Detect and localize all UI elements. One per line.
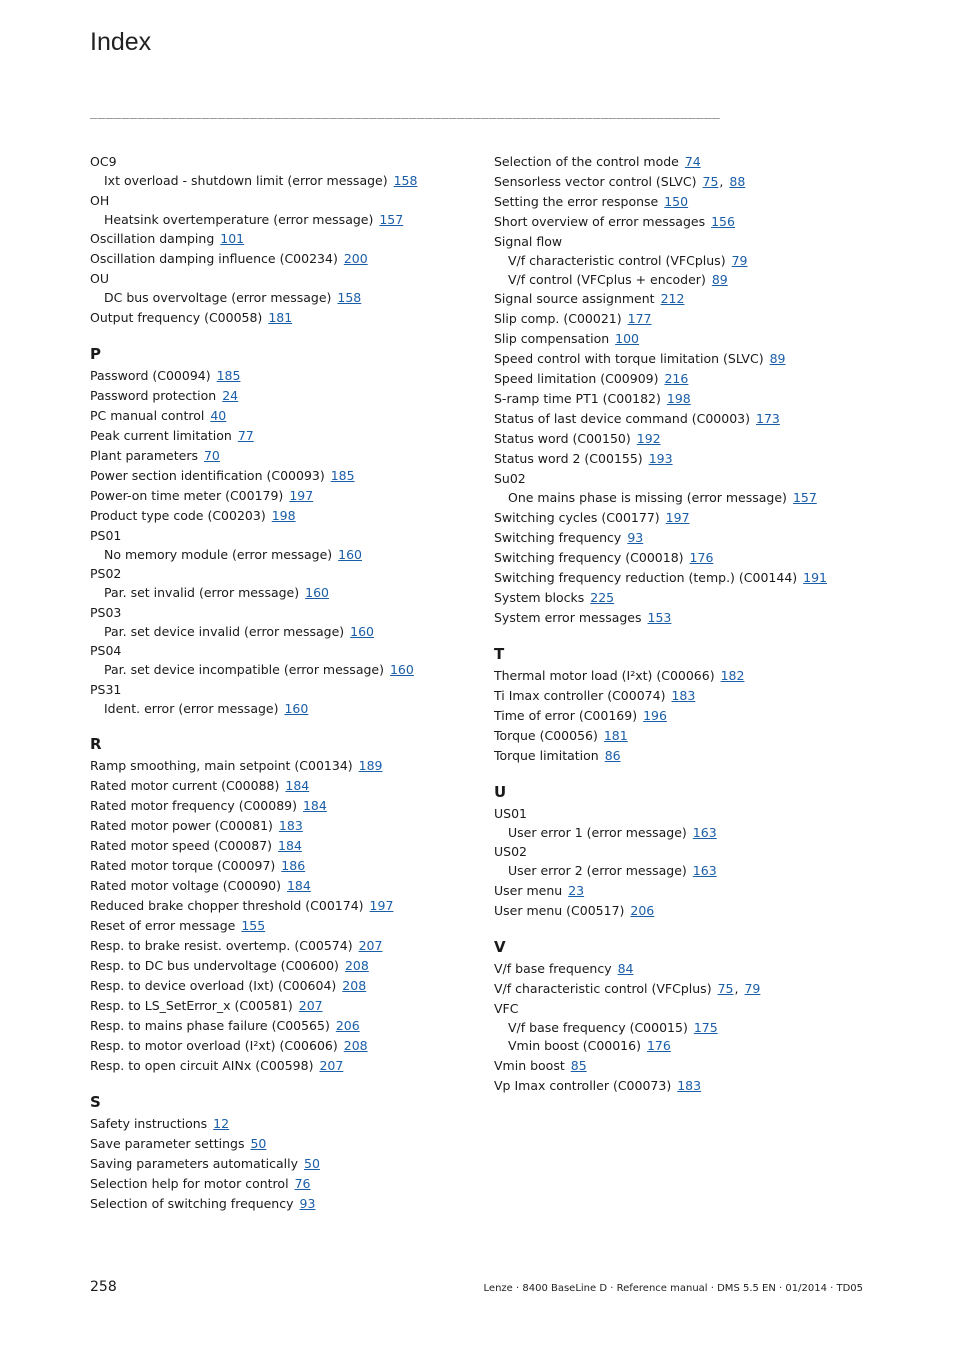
index-entry xyxy=(90,1056,470,1076)
index-term: Signal flow xyxy=(494,234,563,249)
page-link[interactable]: 185 xyxy=(330,467,355,483)
index-term: Switching frequency reduction (temp.) (C00144) xyxy=(494,569,798,585)
index-entry xyxy=(90,836,470,856)
index-entry xyxy=(90,229,470,249)
index-entry xyxy=(90,876,470,896)
index-entry xyxy=(494,568,874,588)
page-link[interactable]: 23 xyxy=(568,882,585,898)
index-term: V/f base frequency (C00015) xyxy=(508,1019,688,1035)
index-entry xyxy=(90,641,470,661)
index-term: Peak current limitation xyxy=(90,427,232,443)
index-entry xyxy=(494,881,874,901)
index-term: PS02 xyxy=(90,566,122,581)
index-term: PC manual control xyxy=(90,407,205,423)
page-link[interactable]: 193 xyxy=(648,451,673,466)
page-link[interactable]: 155 xyxy=(241,918,266,933)
index-term: Rated motor power (C00081) xyxy=(90,818,273,833)
index-entry xyxy=(90,152,470,172)
page-link[interactable]: 196 xyxy=(643,707,667,723)
index-entry xyxy=(494,686,874,706)
page-link[interactable]: 89 xyxy=(711,271,728,287)
index-entry xyxy=(494,172,874,192)
index-subentry xyxy=(494,1037,874,1056)
page-link[interactable]: 176 xyxy=(689,549,714,565)
index-entry xyxy=(90,680,470,700)
index-term: Switching cycles (C00177) xyxy=(494,509,660,525)
page-link[interactable]: 157 xyxy=(792,490,817,505)
index-term: OU xyxy=(90,271,109,286)
page-link[interactable]: 175 xyxy=(693,1019,718,1035)
index-entry xyxy=(494,608,874,628)
index-column-left xyxy=(90,152,470,1214)
page-link[interactable]: 153 xyxy=(647,609,672,625)
index-entry xyxy=(90,1114,470,1134)
page-link[interactable]: 156 xyxy=(711,214,735,229)
page-link[interactable]: 75 xyxy=(702,174,719,189)
page-link[interactable]: 181 xyxy=(268,309,293,325)
page-link[interactable]: 186 xyxy=(281,858,306,873)
section-letter: P xyxy=(90,344,101,363)
index-term: System blocks xyxy=(494,589,585,605)
index-entry xyxy=(90,191,470,211)
page-link[interactable]: 197 xyxy=(289,487,314,503)
page-link[interactable]: 89 xyxy=(769,351,786,366)
index-term: V/f characteristic control (VFCplus) xyxy=(508,253,726,268)
index-entry xyxy=(494,548,874,568)
index-term: Torque (C00056) xyxy=(494,727,598,743)
page-link[interactable]: 93 xyxy=(299,1196,316,1211)
index-entry xyxy=(90,426,470,446)
page-link[interactable]: 216 xyxy=(664,371,689,386)
index-entry xyxy=(494,369,874,389)
page-link[interactable]: 158 xyxy=(337,290,362,305)
index-term: PS04 xyxy=(90,643,122,658)
index-entry xyxy=(90,269,470,289)
index-subentry xyxy=(494,489,874,508)
index-entry xyxy=(494,1056,874,1076)
page-link[interactable]: 157 xyxy=(379,211,404,227)
page-link[interactable]: 206 xyxy=(630,902,655,918)
index-entry xyxy=(90,756,470,776)
index-term: Torque limitation xyxy=(494,747,599,763)
page-link[interactable]: 84 xyxy=(617,960,634,976)
page-link[interactable]: 198 xyxy=(666,391,691,406)
index-term: Rated motor frequency (C00089) xyxy=(90,798,297,813)
index-subentry xyxy=(90,700,470,719)
index-entry xyxy=(494,528,874,548)
index-subentry xyxy=(90,289,470,308)
page-link[interactable]: 40 xyxy=(210,407,227,423)
page-link[interactable]: 185 xyxy=(216,367,241,383)
page-link[interactable]: 191 xyxy=(803,569,828,585)
page-link[interactable]: 197 xyxy=(369,898,394,913)
page-link[interactable]: 200 xyxy=(343,251,368,266)
page-link[interactable]: 76 xyxy=(294,1176,311,1191)
page-link[interactable]: 207 xyxy=(298,998,323,1013)
page-link[interactable]: 192 xyxy=(636,431,661,446)
index-term: V/f characteristic control (VFCplus) xyxy=(494,980,712,996)
index-term: US02 xyxy=(494,844,527,859)
page-link[interactable]: 183 xyxy=(677,1077,702,1093)
index-term: Resp. to brake resist. overtemp. (C00574) xyxy=(90,938,353,953)
index-entry xyxy=(90,506,470,526)
page-link[interactable]: 198 xyxy=(271,507,296,523)
index-term: Switching frequency xyxy=(494,529,622,545)
index-term: User error 1 (error message) xyxy=(508,824,687,840)
page-link[interactable]: 70 xyxy=(203,447,220,463)
index-subentry xyxy=(90,661,470,680)
page-link[interactable]: 101 xyxy=(220,231,245,246)
page-link[interactable]: 150 xyxy=(664,194,689,209)
index-term: No memory module (error message) xyxy=(104,546,333,562)
index-entry xyxy=(90,936,470,956)
index-entry xyxy=(90,466,470,486)
index-term: Power section identification (C00093) xyxy=(90,467,325,483)
index-entry xyxy=(90,486,470,506)
index-term: Rated motor speed (C00087) xyxy=(90,838,273,853)
index-term: Resp. to device overload (Ixt) (C00604) xyxy=(90,978,337,993)
page-link[interactable]: 160 xyxy=(284,700,309,716)
index-term: Su02 xyxy=(494,471,526,486)
index-term: Slip comp. (C00021) xyxy=(494,311,622,326)
index-term: Rated motor current (C00088) xyxy=(90,778,280,793)
page-link[interactable]: 206 xyxy=(335,1018,360,1033)
index-entry xyxy=(494,152,874,172)
index-term: Ident. error (error message) xyxy=(104,700,279,716)
section-letter: S xyxy=(90,1093,101,1111)
index-term: Power-on time meter (C00179) xyxy=(90,487,284,503)
page-link[interactable]: 24 xyxy=(222,387,239,403)
index-entry xyxy=(494,349,874,369)
index-term: Speed control with torque limitation (SLVC) xyxy=(494,351,764,366)
index-term: User menu xyxy=(494,882,563,898)
page-link[interactable]: 93 xyxy=(627,529,644,545)
page-link[interactable]: 212 xyxy=(660,291,685,306)
index-term: Time of error (C00169) xyxy=(494,707,638,723)
page-link[interactable]: 50 xyxy=(304,1156,320,1171)
index-term: DC bus overvoltage (error message) xyxy=(104,290,332,305)
index-term: OH xyxy=(90,192,110,208)
index-entry xyxy=(90,1036,470,1056)
page-link[interactable]: 79 xyxy=(744,980,761,996)
index-term: S-ramp time PT1 (C00182) xyxy=(494,391,661,406)
page-link[interactable]: 163 xyxy=(692,824,717,840)
page-link[interactable]: 160 xyxy=(350,623,375,639)
section-letter: T xyxy=(494,644,505,663)
page-separator: , xyxy=(734,980,739,996)
index-subentry xyxy=(494,824,874,843)
index-term: Rated motor torque (C00097) xyxy=(90,858,276,873)
index-entry xyxy=(494,959,874,979)
index-entry xyxy=(494,588,874,608)
page-number: 258 xyxy=(90,1279,117,1295)
footer-info: Lenze · 8400 BaseLine D · Reference manual · DMS 5.5 EN · 01/2014 · TD05 xyxy=(483,1283,863,1294)
index-subentry xyxy=(90,211,470,230)
page-link[interactable]: 208 xyxy=(343,1038,368,1053)
index-term: Ixt overload - shutdown limit (error message) xyxy=(104,173,388,188)
page-link[interactable]: 189 xyxy=(358,758,383,773)
index-entry xyxy=(90,366,470,386)
index-term: Speed limitation (C00909) xyxy=(494,371,659,386)
index-subentry xyxy=(494,1019,874,1038)
index-term: Vmin boost xyxy=(494,1057,565,1073)
page-link[interactable]: 79 xyxy=(731,253,748,268)
index-entry xyxy=(90,816,470,836)
page-link[interactable]: 173 xyxy=(756,411,780,426)
index-term: Vp Imax controller (C00073) xyxy=(494,1077,672,1093)
index-term: Status word (C00150) xyxy=(494,431,631,446)
index-entry xyxy=(90,1134,470,1154)
index-entry xyxy=(494,706,874,726)
index-entry xyxy=(494,192,874,212)
index-term: Setting the error response xyxy=(494,194,659,209)
index-term: V/f base frequency xyxy=(494,960,612,976)
index-term: Ti Imax controller (C00074) xyxy=(494,687,666,703)
index-entry xyxy=(494,212,874,232)
index-entry xyxy=(90,406,470,426)
page-title: Index xyxy=(90,28,152,56)
index-term: Signal source assignment xyxy=(494,291,655,306)
index-subentry xyxy=(494,271,874,290)
page-link[interactable]: 176 xyxy=(646,1038,671,1053)
page-link[interactable]: 184 xyxy=(286,878,311,893)
index-entry xyxy=(90,956,470,976)
index-term: Sensorless vector control (SLVC) xyxy=(494,174,697,189)
index-term: Oscillation damping influence (C00234) xyxy=(90,251,338,266)
section-letter: V xyxy=(494,937,506,956)
index-term: OC9 xyxy=(90,154,117,169)
page-link[interactable]: 88 xyxy=(729,174,746,189)
index-entry xyxy=(90,249,470,269)
page-separator: , xyxy=(719,174,724,189)
index-entry xyxy=(90,603,470,623)
page-link[interactable]: 100 xyxy=(615,331,640,346)
page-link[interactable]: 208 xyxy=(344,958,369,973)
index-subentry xyxy=(90,584,470,603)
index-subentry xyxy=(90,546,470,565)
index-entry xyxy=(494,746,874,766)
index-term: Switching frequency (C00018) xyxy=(494,549,684,565)
index-term: Resp. to mains phase failure (C00565) xyxy=(90,1018,330,1033)
page-link[interactable]: 85 xyxy=(570,1057,587,1073)
index-entry xyxy=(494,804,874,824)
index-entry xyxy=(90,564,470,584)
page-link[interactable]: 225 xyxy=(590,589,615,605)
index-term: Reset of error message xyxy=(90,918,236,933)
index-term: Resp. to open circuit AINx (C00598) xyxy=(90,1058,314,1073)
index-term: Vmin boost (C00016) xyxy=(508,1038,641,1053)
index-term: One mains phase is missing (error message) xyxy=(508,490,787,505)
index-entry xyxy=(494,469,874,489)
index-term: System error messages xyxy=(494,609,642,625)
index-term: PS03 xyxy=(90,604,122,620)
index-term: US01 xyxy=(494,805,527,821)
index-term: Resp. to motor overload (I²xt) (C00606) xyxy=(90,1038,338,1053)
index-entry xyxy=(494,309,874,329)
index-subentry xyxy=(90,623,470,642)
page-link[interactable]: 181 xyxy=(603,727,628,743)
index-entry xyxy=(494,429,874,449)
index-entry xyxy=(494,409,874,429)
index-term: Password (C00094) xyxy=(90,367,211,383)
index-subentry xyxy=(494,862,874,881)
page-link[interactable]: 75 xyxy=(717,980,734,996)
index-term: Status of last device command (C00003) xyxy=(494,411,750,426)
index-entry xyxy=(90,916,470,936)
index-entry xyxy=(494,1076,874,1096)
page-link[interactable]: 160 xyxy=(389,662,414,677)
index-term: User menu (C00517) xyxy=(494,902,625,918)
index-term: Par. set device incompatible (error message) xyxy=(104,662,384,677)
index-subentry xyxy=(90,172,470,191)
index-subentry xyxy=(494,252,874,271)
header-rule: _______________________________________________________________________________ xyxy=(90,104,721,119)
index-entry xyxy=(494,999,874,1019)
index-term: Thermal motor load (I²xt) (C00066) xyxy=(494,667,715,683)
index-term: VFC xyxy=(494,1000,519,1016)
index-entry xyxy=(494,726,874,746)
index-term: PS01 xyxy=(90,527,122,543)
index-entry xyxy=(494,508,874,528)
page-link[interactable]: 184 xyxy=(285,778,310,793)
index-entry xyxy=(494,979,874,999)
index-entry xyxy=(494,232,874,252)
index-term: Heatsink overtemperature (error message) xyxy=(104,211,374,227)
page-link[interactable]: 160 xyxy=(338,546,363,562)
index-term: Product type code (C00203) xyxy=(90,507,266,523)
index-term: Short overview of error messages xyxy=(494,214,706,229)
page-link[interactable]: 207 xyxy=(319,1058,344,1073)
index-entry xyxy=(90,856,470,876)
index-term: Reduced brake chopper threshold (C00174) xyxy=(90,898,364,913)
index-term: Resp. to LS_SetError_x (C00581) xyxy=(90,998,293,1013)
index-term: Ramp smoothing, main setpoint (C00134) xyxy=(90,758,353,773)
index-term: Selection of switching frequency xyxy=(90,1196,294,1211)
page-link[interactable]: 74 xyxy=(684,154,701,169)
page-link[interactable]: 160 xyxy=(305,585,329,600)
page-link[interactable]: 207 xyxy=(358,938,383,953)
index-entry xyxy=(90,308,470,328)
index-entry xyxy=(90,796,470,816)
index-entry xyxy=(90,1016,470,1036)
index-term: Rated motor voltage (C00090) xyxy=(90,878,281,893)
page-link[interactable]: 12 xyxy=(213,1116,230,1131)
index-term: User error 2 (error message) xyxy=(508,863,687,878)
index-term: Password protection xyxy=(90,387,217,403)
index-term: Save parameter settings xyxy=(90,1136,245,1151)
page-link[interactable]: 183 xyxy=(278,818,303,833)
index-term: Selection of the control mode xyxy=(494,154,679,169)
index-term: Saving parameters automatically xyxy=(90,1156,298,1171)
section-letter: U xyxy=(494,782,507,801)
index-term: Slip compensation xyxy=(494,331,610,346)
index-entry xyxy=(90,1154,470,1174)
index-term: Resp. to DC bus undervoltage (C00600) xyxy=(90,958,339,973)
page-link[interactable]: 158 xyxy=(393,173,418,188)
index-entry xyxy=(90,776,470,796)
index-entry xyxy=(90,1194,470,1214)
page-link[interactable]: 163 xyxy=(692,863,717,878)
index-entry xyxy=(90,976,470,996)
page-link[interactable]: 177 xyxy=(627,311,652,326)
page-link[interactable]: 208 xyxy=(342,978,367,993)
index-entry xyxy=(90,996,470,1016)
index-column-right xyxy=(494,152,874,1096)
index-entry xyxy=(90,446,470,466)
page-link[interactable]: 77 xyxy=(237,427,254,443)
index-term: Oscillation damping xyxy=(90,231,215,246)
page-link[interactable]: 50 xyxy=(250,1136,267,1151)
index-term: Safety instructions xyxy=(90,1116,208,1131)
index-entry xyxy=(90,526,470,546)
index-entry xyxy=(494,901,874,921)
index-entry xyxy=(494,842,874,862)
page-link[interactable]: 86 xyxy=(604,747,621,763)
index-entry xyxy=(494,449,874,469)
index-term: Plant parameters xyxy=(90,447,198,463)
index-entry xyxy=(90,896,470,916)
index-entry xyxy=(494,289,874,309)
index-entry xyxy=(90,1174,470,1194)
page-link[interactable]: 184 xyxy=(278,838,302,853)
index-term: V/f control (VFCplus + encoder) xyxy=(508,271,706,287)
index-term: Selection help for motor control xyxy=(90,1176,289,1191)
page-link[interactable]: 183 xyxy=(671,687,696,703)
index-entry xyxy=(494,329,874,349)
page-link[interactable]: 184 xyxy=(302,798,327,813)
index-term: Output frequency (C00058) xyxy=(90,309,263,325)
index-entry xyxy=(494,389,874,409)
index-term: Status word 2 (C00155) xyxy=(494,451,643,466)
index-entry xyxy=(90,386,470,406)
section-letter: R xyxy=(90,735,102,753)
index-entry xyxy=(494,666,874,686)
index-term: Par. set invalid (error message) xyxy=(104,585,300,600)
index-term: Par. set device invalid (error message) xyxy=(104,623,345,639)
index-term: PS31 xyxy=(90,681,122,697)
page-link[interactable]: 197 xyxy=(665,509,690,525)
page-link[interactable]: 182 xyxy=(720,667,745,683)
